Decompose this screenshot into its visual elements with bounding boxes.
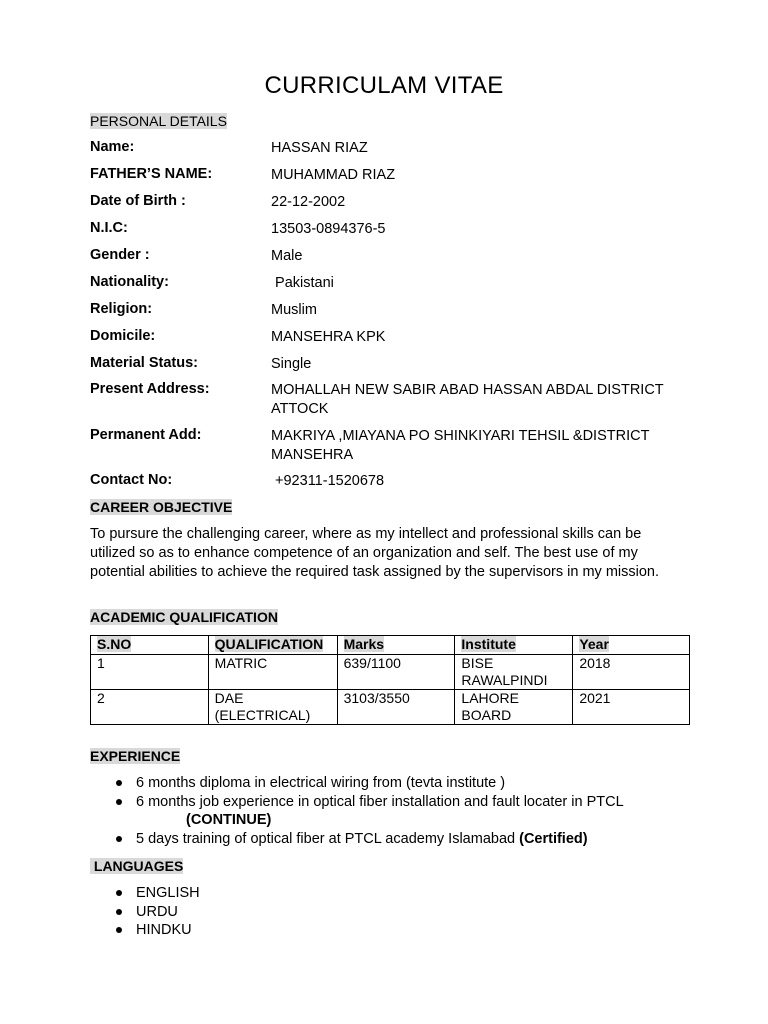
languages-list xyxy=(90,884,690,940)
document-title: CURRICULAM VITAE xyxy=(264,72,504,99)
list-item: 6 months diploma in electrical wiring from (tevta institute ) xyxy=(90,774,690,793)
table-cell: DAE (ELECTRICAL) xyxy=(208,690,337,725)
column-header: Year xyxy=(573,636,690,655)
column-header: S.NO xyxy=(91,636,209,655)
table-cell: 2 xyxy=(91,690,209,725)
table-header-row xyxy=(91,636,690,655)
languages-heading: LANGUAGES xyxy=(90,858,184,874)
list-item: URDU xyxy=(90,903,690,922)
list-item: HINDKU xyxy=(90,921,690,940)
column-header: Institute xyxy=(455,636,573,655)
table-cell: 639/1100 xyxy=(337,655,455,690)
list-item: ENGLISH xyxy=(90,884,690,903)
personal-details-heading: PERSONAL DETAILS xyxy=(90,113,227,129)
experience-heading: EXPERIENCE xyxy=(90,748,181,764)
table-cell: MATRIC xyxy=(208,655,337,690)
column-header: QUALIFICATION xyxy=(208,636,337,655)
academic-table xyxy=(90,635,690,725)
list-item: 5 days training of optical fiber at PTCL academy Islamabad (Certified) xyxy=(90,830,690,849)
academic-qualification-heading: ACADEMIC QUALIFICATION xyxy=(90,609,278,625)
list-item: 6 months job experience in optical fiber installation and fault locater in PTCL (CONTINUE) xyxy=(90,793,690,830)
table-cell: 2018 xyxy=(573,655,690,690)
experience-list xyxy=(90,774,690,848)
column-header: Marks xyxy=(337,636,455,655)
table-cell: 2021 xyxy=(573,690,690,725)
table-cell: BISE RAWALPINDI xyxy=(455,655,573,690)
career-objective-heading: CAREER OBJECTIVE xyxy=(90,499,233,515)
table-row xyxy=(91,655,690,690)
table-cell: 3103/3550 xyxy=(337,690,455,725)
table-cell: LAHORE BOARD xyxy=(455,690,573,725)
table-row xyxy=(91,690,690,725)
table-cell: 1 xyxy=(91,655,209,690)
cv-page: CURRICULAM VITAE PERSONAL DETAILS Name: HASSAN RIAZ FATHER’S NAME: MUHAMMAD RIAZ Date of Birth : 22-12-2002 N.I.C: 13503-0894376-5 Gender : Male Nationality: Pakistani Religion: Muslim Domicile: MANSEHRA KPK Material Status: Single Present Address: MOHALLAH NEW SABIR ABAD HASSAN ABDAL DISTRICT ATTOCK Permanent Add: MAKRIYA ,MIAYANA PO SHINKIYARI TEHSIL &DISTRICT MANSEHRA Contact No: +92311-1520678 CAREER OBJECTIVE To pursure the challenging career, where as my intellect and professional skills can be utilized so as to enhance competence of an organization and self. The best use of my potential abilities to achieve the required task assigned by the supervisors in my mission. ACADEMIC QUALIFICATION S.NO QUALIFICATION Marks Institute Year 1 MATRIC 639/1100 BISE RAWALPINDI 2018 2 DAE (ELECTRICAL) 3103/3550 LAHORE BOARD 2021 EXPERIENCE 6 months diploma in electrical wiring from (tevta institute ) 6 months job experience in optical fiber installation and fault locater in PTCL (CONTINUE) 5 days training of optical fiber at PTCL academy Islamabad (Certified) LANGUAGES ENGLISH URDU HINDKU xyxy=(0,0,768,1024)
career-objective-text: To pursure the challenging career, where as my intellect and professional skills can be utilized so as to enhance competence of an organization and self. The best use of my potential abilities to achieve the required task assigned by the supervisors in my mission. xyxy=(90,526,660,580)
